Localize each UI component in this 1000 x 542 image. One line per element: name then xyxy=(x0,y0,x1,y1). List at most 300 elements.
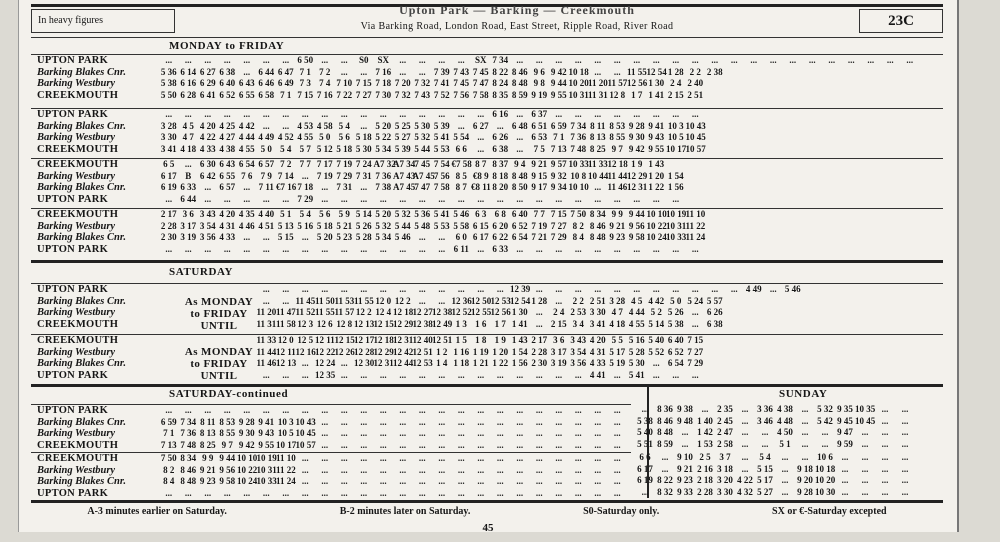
time-cell: 1 20 xyxy=(492,346,509,357)
time-cell: ... xyxy=(243,66,251,77)
time-cells xyxy=(635,439,943,451)
time-cell: ... xyxy=(574,428,582,438)
time-cell: 12 24 xyxy=(315,358,336,368)
time-cell: 7 27 xyxy=(355,89,372,100)
time-cell: 5 27 xyxy=(394,132,411,142)
time-cell: 4 55 xyxy=(297,132,314,142)
time-cell: ... xyxy=(681,438,689,449)
time-cell: ... xyxy=(418,464,426,475)
time-cell: 12 29 xyxy=(393,318,414,329)
time-cell: 3 43 xyxy=(570,335,587,345)
time-cell: 5 13 xyxy=(277,220,294,231)
time-cell: ... xyxy=(321,487,329,498)
time-cell: ... xyxy=(496,487,504,498)
time-cell: 9 9 xyxy=(611,209,623,219)
time-cell: ... xyxy=(652,109,660,119)
time-cell: ... xyxy=(633,109,641,119)
time-cell: 10 3 xyxy=(667,120,684,131)
time-cell: 1 41 xyxy=(648,89,665,100)
time-cell: ... xyxy=(321,405,329,415)
time-cell: 5 28 xyxy=(355,232,372,242)
time-cell: 5 54 xyxy=(453,132,470,142)
time-cell: ... xyxy=(184,243,192,254)
time-cells xyxy=(159,171,943,183)
time-cell: 5 1 xyxy=(280,209,292,219)
time-cell: ... xyxy=(613,487,621,498)
time-cell: ... xyxy=(861,475,869,485)
time-cell: ... xyxy=(555,109,563,119)
stop-label: UPTON PARK xyxy=(37,243,109,255)
time-cell: 6 37 xyxy=(531,109,548,119)
time-cell: 6 44 xyxy=(180,193,197,204)
time-cell: 8 53 xyxy=(219,416,236,427)
time-cell: ... xyxy=(691,369,699,380)
time-cell: 7 11 xyxy=(258,182,274,192)
timetable-block xyxy=(31,54,943,101)
time-cell: 6 22 xyxy=(492,232,509,242)
time-cell: 12 18 xyxy=(607,159,628,169)
timetable-row xyxy=(631,404,943,416)
time-cell: 9 38 xyxy=(677,404,693,414)
time-cell: ... xyxy=(535,428,543,438)
time-cell: 11 33 xyxy=(256,335,277,345)
time-cell: ... xyxy=(301,243,309,254)
time-cell: 8 48 xyxy=(657,427,673,437)
time-cell: 5 30 xyxy=(628,358,645,368)
time-cell: 5 32 xyxy=(394,209,411,219)
time-cell: 9 42 xyxy=(550,66,567,77)
time-cell: 12 6 xyxy=(316,318,333,329)
time-cell: 10 18 xyxy=(568,66,589,77)
time-cell: 1 53 xyxy=(697,438,713,449)
time-cell: 9 30 xyxy=(628,132,645,142)
time-cell: ... xyxy=(516,405,524,415)
time-cell: 12 29 xyxy=(373,346,394,357)
time-cell: ... xyxy=(399,453,407,463)
time-cell: ... xyxy=(223,243,231,254)
time-cell: 7 31 xyxy=(355,170,372,181)
time-cell: 5 16 xyxy=(297,220,314,231)
time-cell: 12 38 xyxy=(412,318,433,329)
time-cell: 7 15 xyxy=(297,89,314,100)
time-cell: ... xyxy=(360,405,368,415)
time-cell: 9 7 xyxy=(611,143,623,154)
time-cell: 7 1 xyxy=(553,132,565,142)
time-cell: ... xyxy=(535,416,543,427)
stop-label: CREEKMOUTH xyxy=(37,439,119,451)
time-cell: 5 22 xyxy=(375,132,392,142)
time-cell: ... xyxy=(574,487,582,498)
timetable-header xyxy=(31,4,943,38)
time-cell xyxy=(198,284,218,296)
time-cell: 7 22 xyxy=(336,89,353,100)
time-cell: 5 52 xyxy=(648,346,665,357)
time-cell: ... xyxy=(438,243,446,254)
time-cell: ... xyxy=(861,463,869,474)
time-cell: 6 38 xyxy=(219,66,236,77)
stop-label: CREEKMOUTH xyxy=(37,318,119,330)
time-cell: 7 19 xyxy=(531,220,548,231)
time-cell: ... xyxy=(204,182,212,192)
time-cell: ... xyxy=(321,453,329,463)
time-cell: 8 22 xyxy=(492,66,509,77)
time-cell: 5 4 xyxy=(299,209,311,219)
time-cell: 9 56 xyxy=(628,220,645,231)
footnote: B-2 minutes later on Saturday. xyxy=(339,506,471,517)
time-cell: ... xyxy=(457,428,465,438)
time-cell: ... xyxy=(861,486,869,497)
time-cell: ... xyxy=(321,439,329,450)
stop-label: CREEKMOUTH xyxy=(37,89,119,101)
time-cell: 3 30 xyxy=(160,132,177,142)
time-cell: 7 31 xyxy=(336,182,353,192)
time-cell: ... xyxy=(418,405,426,415)
timetable-row xyxy=(631,452,943,464)
time-cell: ... xyxy=(457,55,465,65)
time-cell: ... xyxy=(516,193,524,204)
timetable-row xyxy=(31,132,943,144)
sunday-block xyxy=(631,404,943,450)
time-cell: ... xyxy=(496,476,504,486)
time-cell: 10 33 xyxy=(666,232,687,242)
time-cell: SX xyxy=(377,55,389,65)
time-cell: 7 48 xyxy=(570,143,587,154)
time-cell: 2 47 xyxy=(717,427,733,437)
time-cell: ... xyxy=(360,193,368,204)
time-cell: ... xyxy=(340,358,348,368)
time-cell: 8 59 xyxy=(657,438,673,449)
time-cell: 9 58 xyxy=(219,476,236,486)
time-cell: 10 20 xyxy=(568,78,589,88)
time-cells xyxy=(159,347,943,359)
time-cell: ... xyxy=(184,405,192,415)
time-cell: 1 6 xyxy=(475,318,487,329)
time-cell: ... xyxy=(516,143,524,154)
time-cell: ... xyxy=(243,193,251,204)
time-cell: ... xyxy=(301,170,309,181)
time-cell: 10 17 xyxy=(666,143,687,154)
time-cells xyxy=(159,78,943,90)
time-cell: 8 7 xyxy=(455,182,467,192)
time-cell: ... xyxy=(516,55,524,65)
time-cell: 9 15 xyxy=(531,170,548,181)
time-cell: 3 6 xyxy=(553,335,565,345)
time-cell: 5 15 xyxy=(757,463,773,474)
time-cells xyxy=(159,194,943,206)
time-cell: ... xyxy=(613,369,621,380)
time-cell: ... xyxy=(652,243,660,254)
time-cell: 11 24 xyxy=(685,232,706,242)
time-cell: ... xyxy=(165,405,173,415)
timetable-row xyxy=(31,159,943,171)
time-cell: 7 32 xyxy=(414,78,431,88)
time-cell: 6 26 xyxy=(706,307,723,317)
time-cell: ... xyxy=(535,307,543,317)
time-cell: 3 7 xyxy=(719,452,731,462)
time-cell: ... xyxy=(360,416,368,427)
time-cells xyxy=(159,132,943,144)
time-cell: ... xyxy=(223,405,231,415)
time-cell: ... xyxy=(360,369,368,380)
time-cells xyxy=(635,427,943,439)
time-cell: 5 2 xyxy=(650,307,662,317)
time-cell: ... xyxy=(243,55,251,65)
time-cell: ... xyxy=(861,452,869,462)
as-mon-fri-note xyxy=(179,296,259,332)
time-cell: 9 42 xyxy=(238,439,255,450)
time-cell: ... xyxy=(204,487,212,498)
time-cell: 6 33 xyxy=(492,243,509,254)
time-cell: 9 43 xyxy=(648,132,665,142)
time-cell: ... xyxy=(555,439,563,450)
time-cell: A7 43 xyxy=(393,170,416,181)
time-cell: 4 42 xyxy=(648,295,665,306)
timetable-block xyxy=(31,208,943,255)
time-cell: ... xyxy=(828,55,836,65)
stop-label: CREEKMOUTH xyxy=(37,159,119,170)
time-cell: 4 40 xyxy=(258,209,275,219)
timetable-row xyxy=(31,476,631,488)
time-cell: 9 33 xyxy=(677,486,693,497)
time-cell: 6 17 xyxy=(472,232,489,242)
time-cell: 2 28 xyxy=(531,346,548,357)
time-cell: ... xyxy=(457,369,465,380)
time-cell: 7 50 xyxy=(160,453,177,463)
time-cell: 5 18 xyxy=(336,143,353,154)
time-cell: ... xyxy=(321,243,329,254)
stop-label: UPTON PARK xyxy=(37,284,109,295)
time-cell: ... xyxy=(691,307,699,317)
time-cell: 3 6 xyxy=(182,209,194,219)
time-cell: ... xyxy=(574,405,582,415)
time-cell: 11 10 xyxy=(276,453,296,463)
time-cell: ... xyxy=(750,55,758,65)
time-cell: ... xyxy=(661,463,669,474)
time-cell: ... xyxy=(165,55,173,65)
time-cell xyxy=(159,284,179,296)
time-cell: 1 5 xyxy=(455,335,467,345)
time-cell xyxy=(218,335,238,347)
time-cell: 6 0 xyxy=(455,232,467,242)
time-cell: 7 9 xyxy=(260,170,272,181)
time-cell: ... xyxy=(613,453,621,463)
time-cell: ... xyxy=(438,295,446,306)
time-cell: 8 25 xyxy=(589,143,606,154)
time-cell: ... xyxy=(901,452,909,462)
time-cell: ... xyxy=(741,415,749,426)
time-cell: ... xyxy=(516,243,524,254)
time-cell xyxy=(237,284,257,296)
time-cell: 12 31 xyxy=(627,182,648,192)
time-cell: 8 48 xyxy=(589,232,606,242)
time-cell: ... xyxy=(613,66,621,77)
time-cell: 5 42 xyxy=(817,415,833,426)
time-cell: 5 30 xyxy=(414,120,431,131)
time-cell: ... xyxy=(535,193,543,204)
time-cell: 5 32 xyxy=(817,404,833,414)
time-cell: 11 45 xyxy=(295,295,316,306)
time-cell: 6 15 xyxy=(472,220,489,231)
time-cell: 1 4 xyxy=(436,358,448,368)
time-cell: ... xyxy=(555,416,563,427)
time-cell: ... xyxy=(282,120,290,131)
time-cell: ... xyxy=(496,405,504,415)
time-cell: 2 17 xyxy=(160,209,177,219)
time-cell: 11 55 xyxy=(354,295,374,306)
time-cell: ... xyxy=(262,120,270,131)
time-cell: 2 53 xyxy=(570,307,587,317)
time-cell: 3 28 xyxy=(609,295,626,306)
time-cells xyxy=(159,335,943,347)
section-saturday-continued: SATURDAY-continued xyxy=(169,388,289,400)
time-cell: ... xyxy=(262,109,270,119)
time-cells xyxy=(159,465,631,477)
time-cell: 7 16 xyxy=(375,66,392,77)
stop-label: UPTON PARK xyxy=(37,369,109,381)
time-cell: 12 31 xyxy=(373,358,394,368)
time-cell: ... xyxy=(594,487,602,498)
time-cell: ... xyxy=(477,439,485,450)
time-cell: 7 34 xyxy=(180,416,197,427)
time-cell: 5 38 xyxy=(160,78,177,88)
time-cell: ... xyxy=(360,439,368,450)
time-cell: 10 10 xyxy=(646,209,667,219)
timetable-block xyxy=(31,404,631,451)
time-cell: ... xyxy=(741,463,749,474)
time-cell: 4 5 xyxy=(182,120,194,131)
time-cell: 6 17 xyxy=(637,463,653,474)
time-cell: 3 17 xyxy=(180,220,197,231)
time-cell: 4 31 xyxy=(219,220,236,231)
time-cell: 9 20 xyxy=(797,475,813,485)
time-cell: 4 5 xyxy=(631,295,643,306)
time-cell: ... xyxy=(901,427,909,437)
time-cell: 12 35 xyxy=(315,369,336,380)
time-cell: 11 50 xyxy=(315,295,335,306)
time-cell: 4 52 xyxy=(277,132,294,142)
time-cell: ... xyxy=(886,55,894,65)
time-cell: 5 7 xyxy=(299,143,311,154)
time-cell: 4 20 xyxy=(589,335,606,345)
time-cell: ... xyxy=(535,405,543,415)
time-cell: 2 4 xyxy=(670,78,682,88)
time-cell: 11 31 xyxy=(588,89,608,100)
time-cell: ... xyxy=(399,405,407,415)
time-cell: ... xyxy=(574,109,582,119)
time-cell: ... xyxy=(360,109,368,119)
time-cell: 6 49 xyxy=(277,78,294,88)
time-cell: ... xyxy=(418,416,426,427)
time-cell: 3 43 xyxy=(199,209,216,219)
timetable-row xyxy=(31,109,943,121)
time-cell: 6 8 xyxy=(494,209,506,219)
time-cell: ... xyxy=(496,453,504,463)
time-cell: ... xyxy=(418,109,426,119)
timetable-row xyxy=(31,55,943,67)
time-cell: ... xyxy=(262,284,270,294)
time-cell: 5 34 xyxy=(375,232,392,242)
time-cell: 5 41 xyxy=(433,209,450,219)
time-cells xyxy=(159,284,943,296)
time-cell: 9 59 xyxy=(837,438,853,449)
time-cell: ... xyxy=(438,487,446,498)
time-cell: 12 39 xyxy=(510,284,531,294)
time-cell: ... xyxy=(901,404,909,414)
time-cell: ... xyxy=(613,464,621,475)
time-cell: 4 42 xyxy=(238,120,255,131)
time-cell: 12 5 xyxy=(297,335,314,345)
time-cell: 6 54 xyxy=(667,358,684,368)
time-cell: ... xyxy=(340,439,348,450)
time-cell: ... xyxy=(516,416,524,427)
time-cell: ... xyxy=(652,369,660,380)
timetable-row xyxy=(31,121,943,133)
time-cell: ... xyxy=(496,428,504,438)
time-cell: ... xyxy=(204,405,212,415)
time-cell: 1 20 xyxy=(648,170,665,181)
time-cell: ... xyxy=(672,109,680,119)
sunday-block xyxy=(631,452,943,498)
timetable-row xyxy=(631,416,943,428)
time-cell: 12 42 xyxy=(393,346,414,357)
time-cell: 10 31 xyxy=(568,89,589,100)
time-cell: ... xyxy=(901,415,909,426)
time-cell: ... xyxy=(418,55,426,65)
section-sunday: SUNDAY xyxy=(779,388,828,400)
time-cell: ... xyxy=(282,109,290,119)
timetable-block xyxy=(31,334,943,381)
time-cell: ... xyxy=(360,487,368,498)
time-cells xyxy=(159,244,943,256)
time-cell: ... xyxy=(438,439,446,450)
time-cell: 2 4 xyxy=(553,307,565,317)
time-cell xyxy=(159,296,179,308)
time-cell: ... xyxy=(535,243,543,254)
time-cell: 4 44 xyxy=(628,307,645,317)
time-cell xyxy=(198,335,218,347)
timetable-row xyxy=(31,405,631,417)
time-cell: ... xyxy=(457,120,465,131)
time-cell: ... xyxy=(801,415,809,426)
time-cell: 7 36 xyxy=(180,428,197,438)
time-cell: ... xyxy=(243,405,251,415)
time-cell: 9 21 xyxy=(531,159,548,169)
time-cell: ... xyxy=(438,232,446,242)
time-cell: ... xyxy=(477,428,485,438)
time-cell: 8 35 xyxy=(492,89,509,100)
time-cell xyxy=(159,307,179,319)
time-cell: ... xyxy=(781,475,789,485)
stop-label: Barking Blakes Cnr. xyxy=(37,232,126,243)
time-cell: 12 4 xyxy=(375,307,392,317)
time-cell: 6 16 xyxy=(492,109,509,119)
time-cell: 9 43 xyxy=(258,428,275,438)
time-cell: 7 18 xyxy=(297,182,314,192)
time-cell: ... xyxy=(613,243,621,254)
time-cell: 5 14 xyxy=(648,318,665,329)
time-cell: €8 9 xyxy=(472,170,489,181)
time-cells xyxy=(159,109,943,121)
time-cell: 6 43 xyxy=(219,159,236,169)
time-cell: 7 48 xyxy=(180,439,197,450)
time-cell: 7 58 xyxy=(433,182,450,192)
time-cell: 10 17 xyxy=(276,439,297,450)
time-cell: 6 27 xyxy=(199,66,216,77)
time-cell: ... xyxy=(691,109,699,119)
time-cell: ... xyxy=(360,120,368,131)
time-cell: 2 5 xyxy=(699,452,711,462)
time-cell: ... xyxy=(321,428,329,438)
